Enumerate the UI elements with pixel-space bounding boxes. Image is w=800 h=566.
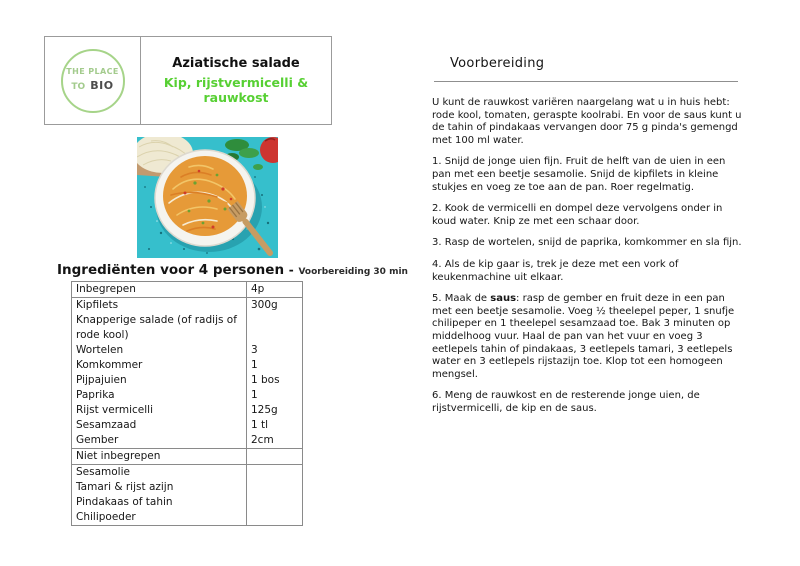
ingredient-cell: Pijpajuien	[76, 374, 127, 386]
ingredients-heading-main: Ingrediënten voor 4 personen	[57, 262, 285, 278]
not-included-header: Niet inbegrepen	[72, 449, 247, 465]
recipe-title: Aziatische salade	[172, 56, 300, 71]
salad-photo	[137, 137, 278, 258]
step-paragraph: 4. Als de kip gaar is, trek je deze met een vork of keukenmachine uit elkaar.	[432, 258, 679, 283]
table-row	[72, 313, 303, 343]
step-paragraph: 6. Meng de rauwkost en de resterende jonge uien, de rijstvermicelli, de kip en de saus.	[432, 390, 700, 414]
ingredient-cell: Komkommer	[76, 359, 143, 371]
table-row	[72, 403, 303, 418]
ingredient-cell: Chilipoeder	[76, 511, 136, 523]
quantity-cell: 1	[247, 358, 303, 373]
ingredients-heading-separator: -	[288, 263, 294, 277]
ingredient-cell: Wortelen	[76, 344, 124, 356]
quantity-cell	[247, 480, 303, 495]
preparation-heading: Voorbereiding	[450, 56, 545, 71]
ingredient-cell: Pindakaas of tahin	[76, 496, 173, 508]
ingredient-cell: Sesamolie	[76, 466, 130, 478]
quantity-cell: 1	[247, 388, 303, 403]
quantity-cell: 1 bos	[247, 373, 303, 388]
not-included-header-qty	[247, 449, 303, 465]
table-row	[72, 343, 303, 358]
steps-container	[432, 156, 744, 415]
heading-divider	[434, 81, 738, 82]
quantity-cell	[247, 313, 303, 343]
quantity-cell: 1 tl	[247, 418, 303, 433]
ingredient-cell: Sesamzaad	[76, 419, 137, 431]
table-row	[72, 495, 303, 510]
logo-bio: BIO	[90, 79, 114, 93]
ingredients-table	[71, 281, 303, 526]
quantity-cell	[247, 510, 303, 526]
column-header-included: Inbegrepen	[72, 282, 247, 298]
title-cell	[141, 37, 331, 124]
ingredient-cell: Kipfilets	[76, 299, 119, 311]
step-paragraph: 1. Snijd de jonge uien fijn. Fruit de helft van de uien in een pan met een beetje sesamolie. Snijd de kipfilets in kleine stukjes en voeg ze toe aan de pan. Roer regelmatig.	[432, 156, 726, 193]
table-row	[72, 510, 303, 526]
recipe-header-box	[44, 36, 332, 125]
not-included-body	[72, 465, 303, 526]
column-header-4p: 4p	[247, 282, 303, 298]
not-included-header-row	[72, 449, 303, 465]
table-row	[72, 465, 303, 481]
quantity-cell: 2cm	[247, 433, 303, 449]
ingredient-cell: Tamari & rijst azijn	[76, 481, 174, 493]
preparation-body	[432, 97, 744, 424]
logo-cell	[45, 37, 141, 124]
table-row	[72, 298, 303, 314]
quantity-cell: 300g	[247, 298, 303, 314]
intro-paragraph: U kunt de rauwkost variëren naargelang wat u in huis hebt: rode kool, tomaten, geraspte koolrabi. En voor de saus kunt u de tahin of pindakaas vervangen door 75 g pinda's gemengd met 100 ml water.	[432, 97, 742, 146]
ingredient-cell: Rijst vermicelli	[76, 404, 153, 416]
table-row	[72, 388, 303, 403]
quantity-cell	[247, 495, 303, 510]
table-row	[72, 418, 303, 433]
quantity-cell: 3	[247, 343, 303, 358]
step-paragraph: 2. Kook de vermicelli en dompel deze vervolgens onder in koud water. Knip ze met een schaar door.	[432, 203, 723, 227]
prep-time-label: Voorbereiding 30 min	[298, 267, 408, 277]
ingredient-cell: Paprika	[76, 389, 115, 401]
logo-line1: THE PLACE	[66, 66, 119, 76]
the-place-to-bio-logo	[61, 49, 125, 113]
table-row	[72, 358, 303, 373]
ingredients-heading	[57, 262, 408, 278]
table-header-row	[72, 282, 303, 298]
quantity-cell: 125g	[247, 403, 303, 418]
step-paragraph: 3. Rasp de wortelen, snijd de paprika, komkommer en sla fijn.	[432, 237, 742, 249]
ingredient-cell: Gember	[76, 434, 119, 446]
salad-photo-illustration	[137, 137, 278, 258]
quantity-cell	[247, 465, 303, 481]
included-body	[72, 298, 303, 449]
step-paragraph: 5. Maak de saus: rasp de gember en fruit deze in een pan met een beetje sesamolie. Voeg ½ theelepel peper, 1 snufje chilipeper en 1 theelepel sesamzaad toe. Bak 3 minuten op middelhoog vuur. Haal de pan van het vuur en voeg 3 eetlepels tahin of pindakaas, 3 eetlepels tamari, 3 eetlepels water en 3 eetlepels rijstazijn toe. Klop tot een homogeen mengsel.	[432, 293, 735, 380]
logo-to: TO	[71, 82, 86, 93]
logo-line2	[71, 76, 113, 93]
table-row	[72, 433, 303, 449]
table-row	[72, 480, 303, 495]
ingredient-cell: Knapperige salade (of radijs of rode kool)	[76, 314, 237, 341]
recipe-subtitle: Kip, rijstvermicelli & rauwkost	[163, 75, 309, 105]
table-row	[72, 373, 303, 388]
